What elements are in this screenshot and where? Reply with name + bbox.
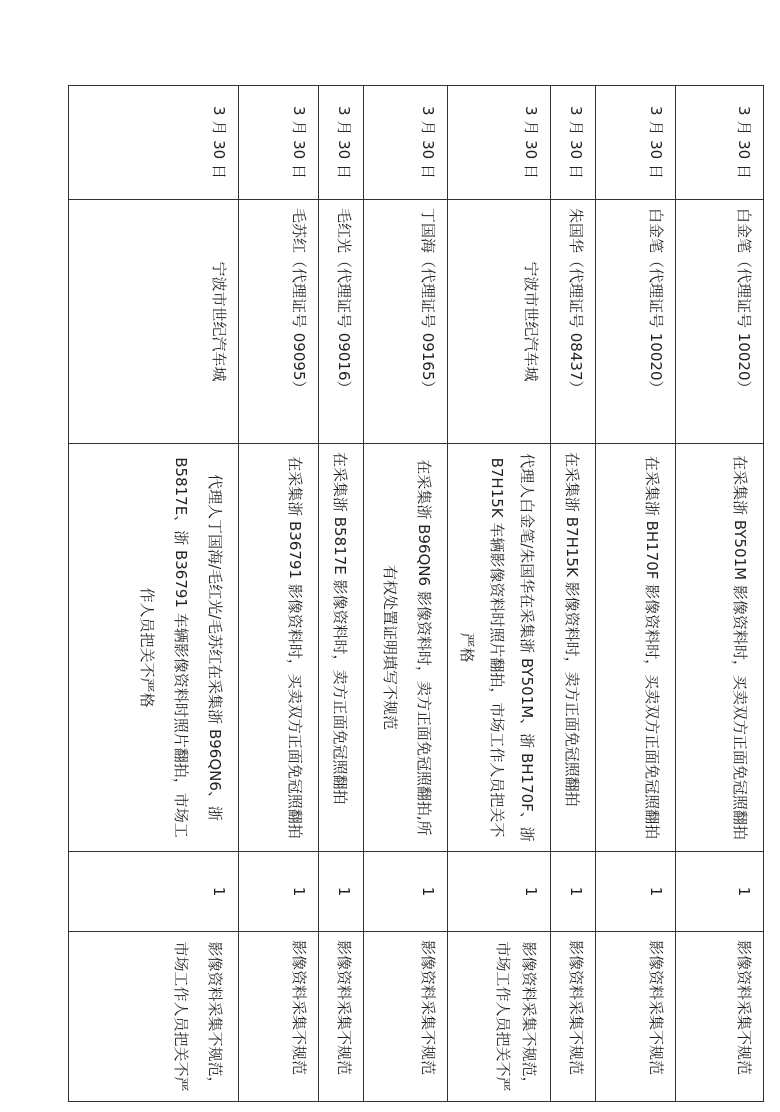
rotated-document-page: [88, 85, 764, 1101]
count-cell: 1: [448, 852, 551, 932]
description-cell: 在采集浙 BY501M 影像资料时，买卖双方正面免冠照翻拍: [676, 444, 764, 852]
issue-cell: 影像资料采集不规范: [551, 932, 596, 1102]
description-cell: 代理人白金笔/朱国华在采集浙 BY501M、浙 BH170F、浙 B7H15K 车辆影像资料时照片翻拍，市场工作人员把关不严格: [448, 444, 551, 852]
count-cell: 1: [239, 852, 319, 932]
violation-table: [68, 85, 764, 1102]
description-cell: 在采集浙 B5817E 影像资料时，卖方正面免冠照翻拍: [319, 444, 364, 852]
table-row: [596, 86, 676, 1102]
table-row: [448, 86, 551, 1102]
date-cell: 3 月 30 日: [319, 86, 364, 200]
table-row: [319, 86, 364, 1102]
count-cell: 1: [69, 852, 239, 932]
count-cell: 1: [319, 852, 364, 932]
description-cell: 在采集浙 B7H15K 影像资料时，卖方正面免冠照翻拍: [551, 444, 596, 852]
agent-cell: 宁波市世纪汽车城: [448, 200, 551, 444]
issue-cell: 影像资料采集不规范: [364, 932, 448, 1102]
count-cell: 1: [596, 852, 676, 932]
issue-cell: 影像资料采集不规范: [596, 932, 676, 1102]
agent-cell: 毛苏红（代理证号 09095）: [239, 200, 319, 444]
issue-cell: 影像资料采集不规范: [319, 932, 364, 1102]
table-row: [676, 86, 764, 1102]
table-row: [69, 86, 239, 1102]
date-cell: 3 月 30 日: [239, 86, 319, 200]
description-cell: 在采集浙 B36791 影像资料时，买卖双方正面免冠照翻拍: [239, 444, 319, 852]
date-cell: 3 月 30 日: [551, 86, 596, 200]
count-cell: 1: [676, 852, 764, 932]
agent-cell: 白金笔（代理证号 10020）: [596, 200, 676, 444]
issue-cell: 影像资料采集不规范: [676, 932, 764, 1102]
date-cell: 3 月 30 日: [676, 86, 764, 200]
issue-cell: 影像资料采集不规范，市场工作人员把关不严: [69, 932, 239, 1102]
description-cell: 代理人丁国海/毛红光/毛苏红在采集浙 B96QN6、浙 B5817E、浙 B36791 车辆影像资料时照片翻拍，市场工作人员把关不严格: [69, 444, 239, 852]
table-row: [551, 86, 596, 1102]
description-cell: 在采集浙 B96QN6 影像资料时，卖方正面免冠照翻拍,所有权处置证明填写不规范: [364, 444, 448, 852]
date-cell: 3 月 30 日: [448, 86, 551, 200]
date-cell: 3 月 30 日: [364, 86, 448, 200]
agent-cell: 朱国华（代理证号 08437）: [551, 200, 596, 444]
agent-cell: 宁波市世纪汽车城: [69, 200, 239, 444]
agent-cell: 白金笔（代理证号 10020）: [676, 200, 764, 444]
table-row: [364, 86, 448, 1102]
description-cell: 在采集浙 BH170F 影像资料时，买卖双方正面免冠照翻拍: [596, 444, 676, 852]
issue-cell: 影像资料采集不规范，市场工作人员把关不严: [448, 932, 551, 1102]
count-cell: 1: [364, 852, 448, 932]
date-cell: 3 月 30 日: [69, 86, 239, 200]
table-row: [239, 86, 319, 1102]
issue-cell: 影像资料采集不规范: [239, 932, 319, 1102]
count-cell: 1: [551, 852, 596, 932]
date-cell: 3 月 30 日: [596, 86, 676, 200]
agent-cell: 毛红光（代理证号 09016）: [319, 200, 364, 444]
agent-cell: 丁国海（代理证号 09165）: [364, 200, 448, 444]
